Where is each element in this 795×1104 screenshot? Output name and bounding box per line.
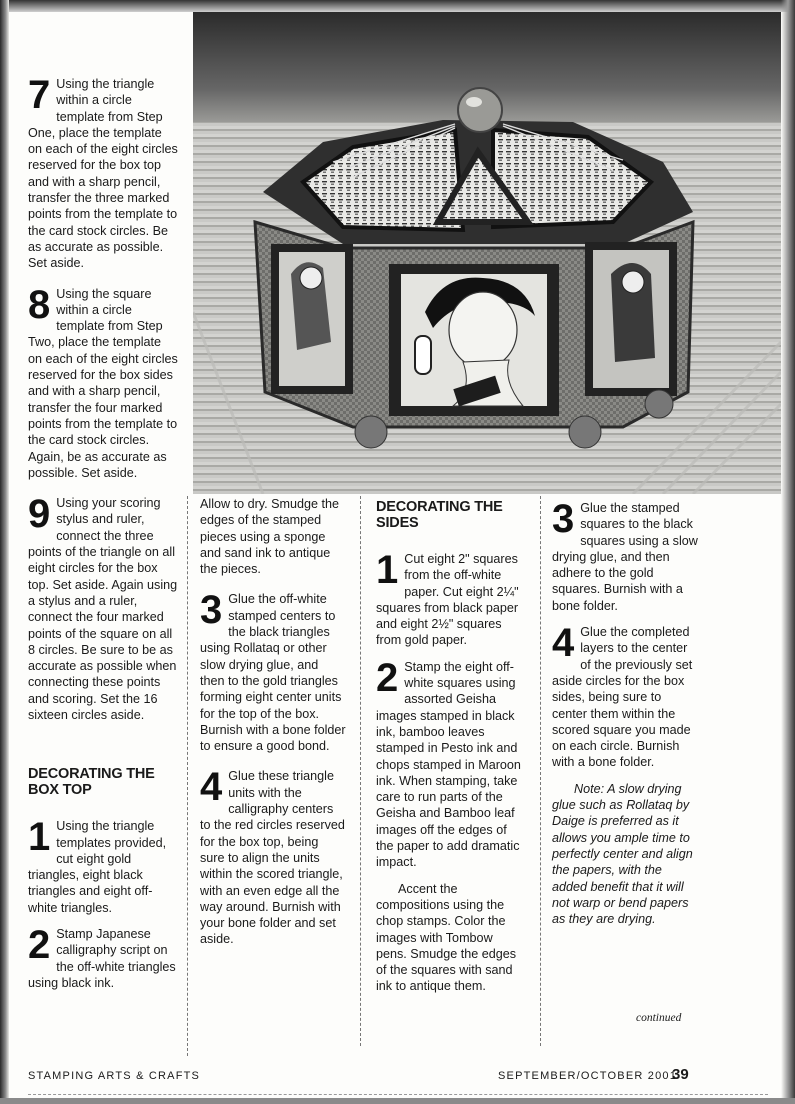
page-number: 39 bbox=[672, 1066, 689, 1083]
paragraph: Accent the compositions using the chop stamps. Color the images with Tombow pens. Smudge the edges of the squares with sand ink to antique them. bbox=[376, 881, 517, 994]
paragraph: Allow to dry. Smudge the edges of the stamped pieces using a sponge and sand ink to antique the pieces. bbox=[200, 497, 340, 577]
step-1 bbox=[28, 815, 178, 916]
footer-issue-date: SEPTEMBER/OCTOBER 2001 bbox=[498, 1070, 678, 1082]
step-number: 2 bbox=[28, 923, 51, 968]
step-text: Using the triangle within a circle template from Step One, place the template on each of the eight circles reserved for the box top and with a sharp pencil, transfer the three marked points from the template to the card stock circles. Be as accurate as possible. Set aside. bbox=[28, 77, 178, 271]
step-number: 2 bbox=[376, 655, 399, 700]
step-7 bbox=[28, 73, 178, 272]
column-divider bbox=[187, 496, 188, 1056]
step-number: 9 bbox=[28, 492, 51, 537]
octagonal-box-illustration bbox=[193, 12, 781, 494]
step-text: Cut eight 2" squares from the off-white paper. Cut eight 2¼" squares from black paper and eight 2½" squares from gold paper. bbox=[376, 552, 519, 648]
column-divider bbox=[540, 496, 541, 1046]
step-4 bbox=[552, 621, 698, 771]
step-number: 4 bbox=[200, 765, 223, 810]
step-4 bbox=[200, 765, 346, 947]
step-number: 7 bbox=[28, 73, 51, 117]
step-text: Stamp the eight off-white squares using assorted Geisha images stamped in black ink, bamboo leaves stamped in Pesto ink and chops stamped in Maroon ink. When stamping, take care to run parts of the Geisha and Bamboo leaf images off the edges of the paper to add dramatic impact. bbox=[376, 659, 521, 870]
step-text: Glue these triangle units with the calligraphy centers to the red circles reserved for the box top, being sure to align the units within the scored triangle, with an even edge all the way around. Burnish with your bone folder and set aside. bbox=[200, 769, 345, 947]
step-text: Glue the off-white stamped centers to the black triangles using Rollataq or other slow drying glue, and then to the gold triangles forming eight center units for the top of the box. Burnish with a bone folder to ensure a good bond. bbox=[200, 592, 346, 754]
step-3 bbox=[552, 497, 698, 614]
section-heading-box-top: DECORATING THE BOX TOP bbox=[28, 766, 155, 798]
step-text: Using the square within a circle template from Step Two, place the template on each of the eight circles reserved for the box sides and with a sharp pencil, transfer the four marked points from the template to the card stock circles. Again, be as accurate as possible. Set aside. bbox=[28, 286, 178, 480]
page-left-edge bbox=[0, 0, 9, 1104]
step-text: Using the triangle templates provided, cut eight gold triangles, eight black triangles and eight off-white triangles. bbox=[28, 819, 167, 915]
geisha-box-photo bbox=[193, 12, 781, 494]
step-8 bbox=[28, 282, 178, 482]
step-text: Using your scoring stylus and ruler, connect the three points of the triangle on all eight circles for the box top. Set aside. Again using a stylus and a ruler, connect the four marked points of the square on all 8 circles. Be sure to be as accurate as possible when connecting these points and scoring. Set the 16 sixteen circles aside. bbox=[28, 496, 178, 722]
step-2 bbox=[28, 923, 178, 991]
step-number: 3 bbox=[552, 497, 575, 541]
step-number: 1 bbox=[376, 548, 399, 592]
column-divider bbox=[360, 496, 361, 1046]
step-2 bbox=[376, 655, 522, 871]
step-number: 1 bbox=[28, 815, 51, 860]
footer-rule bbox=[28, 1094, 768, 1095]
continued-label: continued bbox=[636, 1012, 682, 1024]
column-4 bbox=[552, 497, 698, 927]
step-3 bbox=[200, 588, 346, 754]
section-heading-sides: DECORATING THE SIDES bbox=[376, 499, 503, 531]
page-top-edge bbox=[0, 0, 795, 12]
step-number: 4 bbox=[552, 621, 575, 666]
step-text: Glue the stamped squares to the black squares using a slow drying glue, and then adhere to the gold squares. Burnish with a bone folder. bbox=[552, 501, 698, 613]
step-1 bbox=[376, 548, 522, 649]
step-number: 3 bbox=[200, 588, 223, 633]
column-1 bbox=[28, 73, 178, 1001]
page-bottom-edge bbox=[0, 1098, 795, 1104]
step-number: 8 bbox=[28, 282, 51, 327]
step-9 bbox=[28, 492, 178, 723]
column-2 bbox=[200, 496, 346, 958]
page-right-edge bbox=[781, 0, 795, 1104]
step-text: Stamp Japanese calligraphy script on the off-white triangles using black ink. bbox=[28, 927, 176, 990]
step-text: Glue the completed layers to the center of the previously set aside circles for the box sides, being sure to center them within the scored square you made on each circle. Burnish with a bone folder. bbox=[552, 625, 693, 770]
column-3 bbox=[376, 500, 522, 995]
footer-magazine-name: STAMPING ARTS & CRAFTS bbox=[28, 1070, 201, 1082]
note: Note: A slow drying glue such as Rollataq by Daige is preferred as it allows you ample time to perfectly center and align the papers, with the added benefit that it will not warp or bend papers as they are drying. bbox=[552, 781, 693, 927]
